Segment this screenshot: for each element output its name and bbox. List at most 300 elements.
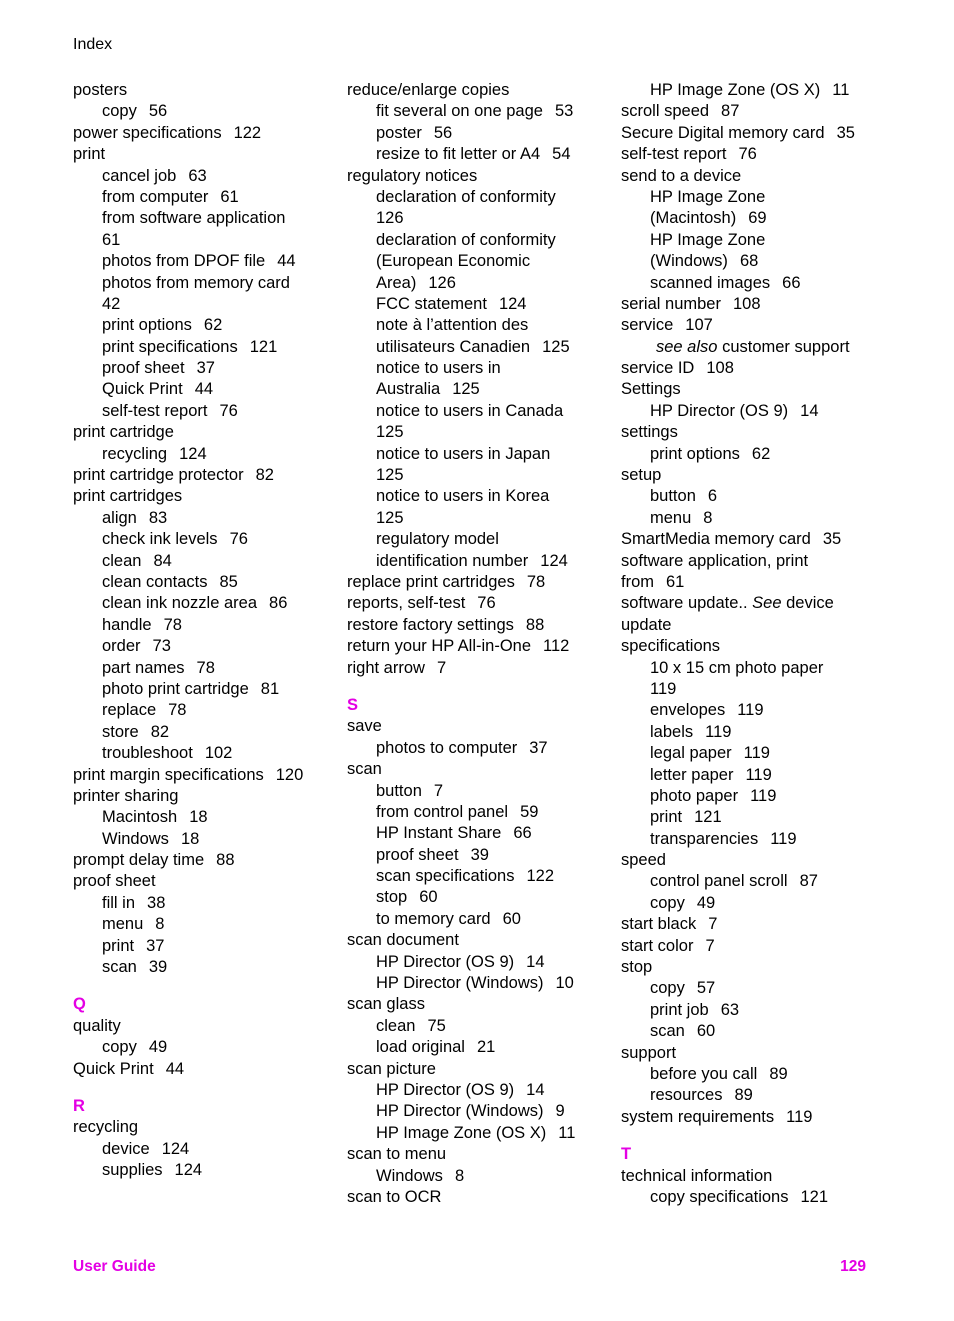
index-entry: [347, 636, 602, 657]
index-subentry: [621, 978, 881, 999]
index-subentry: [347, 952, 602, 973]
index-term: 61: [102, 230, 121, 249]
index-subentry: [621, 743, 881, 764]
index-subentry: [621, 187, 881, 208]
page-reference: 7: [436, 658, 447, 677]
index-term: photos from DPOF file: [102, 252, 266, 271]
index-entry: [347, 658, 602, 679]
index-term: copy: [102, 1038, 137, 1057]
index-term: SmartMedia memory card: [621, 530, 811, 549]
index-subentry: [621, 1021, 881, 1042]
index-subentry: [347, 358, 602, 379]
index-subentry: [73, 1037, 328, 1058]
index-subentry: [347, 1080, 602, 1101]
index-term: notice to users in: [376, 359, 501, 378]
index-entry: [73, 871, 328, 892]
see-label: See: [752, 594, 782, 613]
index-subentry: [347, 337, 602, 358]
index-entry: [73, 422, 328, 443]
page-reference: 66: [513, 824, 532, 843]
index-entry: [73, 80, 328, 101]
index-term: envelopes: [650, 701, 726, 720]
index-subentry: [347, 845, 602, 866]
index-entry: [621, 593, 881, 614]
index-subentry: [621, 807, 881, 828]
index-term: update: [621, 615, 672, 634]
page-reference: 18: [189, 808, 208, 827]
index-term: (European Economic: [376, 252, 531, 271]
index-term: start color: [621, 936, 694, 955]
index-subentry: [347, 444, 602, 465]
index-term: print options: [102, 316, 192, 335]
index-subentry: [347, 887, 602, 908]
index-term: self-test report: [102, 401, 208, 420]
index-entry: [621, 123, 881, 144]
index-subentry: [347, 823, 602, 844]
index-term: letter paper: [650, 765, 734, 784]
index-subentry: [347, 802, 602, 823]
page-reference: 119: [750, 786, 777, 805]
index-term: align: [102, 508, 137, 527]
index-term: copy: [650, 979, 685, 998]
page-reference: 62: [751, 444, 771, 463]
index-term: prompt delay time: [73, 851, 205, 870]
page-reference: 126: [428, 273, 456, 292]
page-reference: 66: [782, 273, 801, 292]
index-entry: [621, 1107, 881, 1128]
index-term: settings: [621, 423, 678, 442]
index-subentry: [73, 230, 328, 251]
index-subentry: [73, 936, 328, 957]
index-entry: [347, 759, 602, 780]
index-subentry: [347, 1166, 602, 1187]
index-term: restore factory settings: [347, 615, 514, 634]
index-term: to memory card: [376, 909, 491, 928]
page-reference: 124: [174, 1161, 203, 1180]
page-reference: 39: [470, 845, 489, 864]
index-entry: [73, 765, 328, 786]
index-term: service: [621, 316, 674, 335]
index-subentry: [621, 893, 881, 914]
page-reference: 53: [554, 102, 574, 121]
index-subentry: [347, 315, 602, 336]
index-entry: [73, 123, 328, 144]
index-term: Windows: [102, 829, 169, 848]
index-subentry: [621, 871, 881, 892]
index-subentry: [73, 208, 328, 229]
index-subentry: [347, 144, 602, 165]
page-reference: 49: [148, 1038, 168, 1057]
index-term: order: [102, 637, 141, 656]
index-term: clean contacts: [102, 572, 208, 591]
page-reference: 107: [685, 316, 713, 335]
index-term: HP Image Zone: [650, 230, 766, 249]
see-target: device: [781, 594, 834, 613]
index-term: start black: [621, 915, 697, 934]
index-entry: [347, 572, 602, 593]
page-reference: 87: [799, 872, 818, 891]
index-subentry: [73, 1139, 328, 1160]
index-term: copy: [102, 102, 137, 121]
index-subentry: [621, 273, 881, 294]
index-term: serial number: [621, 294, 721, 313]
index-subentry: [73, 187, 328, 208]
index-term: fill in: [102, 893, 136, 912]
page-reference: 7: [433, 781, 444, 800]
index-subentry: [621, 444, 881, 465]
page-reference: 8: [703, 508, 713, 527]
index-subentry: [621, 1000, 881, 1021]
index-subentry: [621, 208, 881, 229]
index-term: customer support: [722, 337, 850, 356]
page-reference: 75: [427, 1016, 446, 1035]
section-letter: T: [621, 1145, 632, 1164]
index-subentry: [73, 166, 328, 187]
page-reference: 121: [249, 337, 278, 356]
page-reference: 59: [520, 802, 539, 821]
page-reference: 121: [694, 808, 722, 827]
index-entry: [621, 294, 881, 315]
page-reference: 44: [165, 1059, 185, 1078]
index-subentry: [73, 700, 328, 721]
index-term: photos from memory card: [102, 273, 290, 292]
section-spacer: [73, 1080, 328, 1096]
page-reference: 88: [525, 615, 545, 634]
index-entry: [621, 551, 881, 572]
index-term: scan document: [347, 931, 459, 950]
index-term: poster: [376, 123, 422, 142]
index-subentry: [347, 551, 602, 572]
index-term: button: [650, 487, 696, 506]
index-term: print cartridges: [73, 487, 183, 506]
page-reference: 62: [203, 316, 223, 335]
index-subentry: [73, 294, 328, 315]
page-reference: 18: [180, 829, 200, 848]
page-reference: 7: [705, 936, 715, 955]
page-reference: 88: [216, 851, 235, 870]
index-term: speed: [621, 851, 666, 870]
page-reference: 60: [696, 1022, 716, 1041]
index-term: store: [102, 722, 139, 741]
index-subentry: [347, 401, 602, 422]
index-term: print: [102, 936, 135, 955]
index-subentry: [621, 1085, 881, 1106]
footer-guide-title: User Guide: [73, 1258, 156, 1275]
page-reference: 61: [666, 572, 685, 591]
index-entry: [621, 957, 881, 978]
section-letter: S: [347, 695, 359, 714]
index-term: HP Director (Windows): [376, 974, 544, 993]
index-subentry: [347, 781, 602, 802]
section-letter: Q: [73, 995, 86, 1014]
page-reference: 76: [477, 594, 496, 613]
index-subentry: [347, 486, 602, 507]
index-term: identification number: [376, 551, 529, 570]
page-reference: 125: [452, 380, 480, 399]
index-term: copy specifications: [650, 1187, 789, 1206]
index-term: send to a device: [621, 166, 742, 185]
index-term: self-test report: [621, 145, 727, 164]
index-entry: [621, 636, 881, 657]
index-term: Settings: [621, 380, 681, 399]
index-subentry: [621, 679, 881, 700]
index-term: right arrow: [347, 658, 425, 677]
page-reference: 6: [707, 487, 718, 506]
page-reference: 60: [502, 909, 521, 928]
index-subentry: [73, 636, 328, 657]
index-term: stop: [621, 958, 653, 977]
index-term: regulatory notices: [347, 166, 478, 185]
page-reference: 124: [540, 551, 568, 570]
page-reference: 102: [204, 744, 233, 763]
index-subentry: [73, 401, 328, 422]
page-reference: 63: [188, 166, 207, 185]
index-term: menu: [650, 508, 692, 527]
index-term: scan glass: [347, 995, 425, 1014]
index-term: clean: [376, 1016, 416, 1035]
index-term: device: [102, 1139, 150, 1158]
index-entry: [73, 144, 328, 165]
index-term: from control panel: [376, 802, 509, 821]
index-term: from software application: [102, 209, 286, 228]
index-subentry: [347, 738, 602, 759]
index-subentry: [73, 679, 328, 700]
index-subentry: [73, 722, 328, 743]
page-reference: 84: [153, 551, 172, 570]
page-reference: 89: [769, 1064, 788, 1083]
page-reference: 54: [552, 145, 571, 164]
index-subentry: [621, 658, 881, 679]
index-term: scanned images: [650, 273, 771, 292]
index-term: notice to users in Canada: [376, 401, 564, 420]
index-entry: [347, 994, 602, 1015]
index-term: specifications: [621, 637, 721, 656]
index-term: setup: [621, 466, 662, 485]
index-term: photos to computer: [376, 738, 518, 757]
index-term: notice to users in Korea: [376, 487, 550, 506]
index-term: reduce/enlarge copies: [347, 81, 510, 99]
page-reference: 11: [832, 81, 850, 99]
index-subentry: [621, 230, 881, 251]
index-term: scroll speed: [621, 102, 710, 121]
page-reference: 44: [277, 252, 296, 271]
page-reference: 7: [708, 915, 718, 934]
index-term: 125: [376, 508, 404, 527]
index-term: replace print cartridges: [347, 572, 515, 591]
index-term: HP Instant Share: [376, 824, 502, 843]
index-subentry: [73, 807, 328, 828]
page-reference: 44: [194, 380, 214, 399]
index-term: HP Image Zone: [650, 187, 766, 206]
index-term: print: [650, 808, 683, 827]
index-term: legal paper: [650, 744, 732, 763]
index-term: control panel scroll: [650, 872, 788, 891]
index-subentry: [73, 615, 328, 636]
section-spacer: [73, 978, 328, 994]
index-term: (Macintosh): [650, 209, 737, 228]
index-subentry: [621, 508, 881, 529]
page-reference: 68: [739, 252, 759, 271]
index-term: posters: [73, 81, 128, 99]
index-entry: [621, 358, 881, 379]
page-reference: 82: [255, 466, 274, 485]
index-term: recycling: [102, 444, 168, 463]
index-term: save: [347, 717, 382, 736]
index-entry: [621, 166, 881, 187]
index-entry: [347, 1144, 602, 1165]
index-subentry: [347, 1037, 602, 1058]
index-subentry: [73, 572, 328, 593]
page-reference: 119: [786, 1107, 813, 1126]
page-reference: 122: [233, 123, 262, 142]
index-term: menu: [102, 915, 144, 934]
index-subentry: [621, 251, 881, 272]
page-reference: 119: [770, 829, 797, 848]
index-subentry: [347, 973, 602, 994]
index-term: service ID: [621, 359, 695, 378]
index-entry: [347, 716, 602, 737]
page-reference: 112: [543, 637, 570, 656]
index-term: scan: [650, 1022, 685, 1041]
index-subentry: [347, 251, 602, 272]
index-term: load original: [376, 1038, 465, 1057]
index-term: Secure Digital memory card: [621, 123, 825, 142]
index-term: Quick Print: [102, 380, 183, 399]
index-entry: [621, 615, 881, 636]
index-subentry: [73, 893, 328, 914]
page-reference: 56: [433, 123, 453, 142]
index-term: (Windows): [650, 252, 728, 271]
index-subentry: [621, 700, 881, 721]
index-term: handle: [102, 615, 152, 634]
index-term: return your HP All-in-One: [347, 637, 532, 656]
page-reference: 78: [168, 701, 187, 720]
index-subentry: [347, 101, 602, 122]
index-subentry: [73, 658, 328, 679]
index-entry: [347, 593, 602, 614]
page-reference: 125: [542, 337, 570, 356]
index-term: software application, print: [621, 551, 809, 570]
index-term: reports, self-test: [347, 594, 466, 613]
index-subentry: [621, 1064, 881, 1085]
index-term: HP Director (OS 9): [650, 401, 789, 420]
index-column-3: [621, 80, 881, 1208]
page-reference: 9: [555, 1102, 565, 1121]
index-subentry: [347, 465, 602, 486]
page-reference: 39: [148, 958, 168, 977]
index-term: replace: [102, 701, 157, 720]
index-subentry: [621, 786, 881, 807]
index-term: proof sheet: [376, 845, 459, 864]
page-reference: 11: [558, 1123, 576, 1142]
index-term: notice to users in Japan: [376, 444, 551, 463]
index-term: Windows: [376, 1166, 443, 1185]
index-term: Macintosh: [102, 808, 178, 827]
index-subentry: [347, 273, 602, 294]
index-entry: [621, 572, 881, 593]
index-term: print job: [650, 1000, 709, 1019]
index-term: scan picture: [347, 1059, 436, 1078]
page-reference: 73: [152, 637, 171, 656]
index-term: scan specifications: [376, 867, 515, 886]
index-term: utilisateurs Canadien: [376, 337, 531, 356]
page-reference: 60: [419, 888, 438, 907]
index-term: note à l’attention des: [376, 316, 529, 335]
index-term: print: [73, 145, 106, 164]
index-entry: [347, 166, 602, 187]
index-term: regulatory model: [376, 530, 499, 549]
page-reference: 81: [260, 679, 280, 698]
page-reference: 121: [800, 1187, 829, 1206]
index-subentry: [621, 722, 881, 743]
page-reference: 78: [196, 658, 215, 677]
page-reference: 108: [706, 359, 734, 378]
page-reference: 122: [526, 867, 555, 886]
index-entry: [621, 422, 881, 443]
index-term: system requirements: [621, 1107, 775, 1126]
index-term: HP Director (OS 9): [376, 1080, 515, 1099]
index-term: resize to fit letter or A4: [376, 145, 541, 164]
page-reference: 76: [219, 401, 238, 420]
index-subentry: [347, 422, 602, 443]
index-subentry: [73, 358, 328, 379]
index-entry: [347, 80, 602, 101]
index-term: Area): [376, 273, 417, 292]
page-reference: 85: [219, 572, 238, 591]
index-subentry: [73, 444, 328, 465]
index-subentry: [347, 1123, 602, 1144]
index-entry: [347, 1187, 602, 1208]
index-entry: [621, 144, 881, 165]
index-term: transparencies: [650, 829, 759, 848]
index-subentry: [73, 101, 328, 122]
index-subentry: [347, 909, 602, 930]
page-reference: 14: [526, 1080, 545, 1099]
index-term: supplies: [102, 1161, 163, 1180]
index-subentry: [347, 230, 602, 251]
index-entry: [73, 1059, 328, 1080]
page-reference: 76: [738, 145, 757, 164]
index-term: copy: [650, 893, 685, 912]
index-entry: [621, 1166, 881, 1187]
index-term: print options: [650, 444, 740, 463]
index-term: 42: [102, 294, 121, 313]
index-term: fit several on one page: [376, 102, 543, 121]
index-subentry: [347, 508, 602, 529]
index-subentry: [347, 187, 602, 208]
index-entry: [347, 930, 602, 951]
index-subentry: [621, 829, 881, 850]
page-reference: 14: [526, 952, 545, 971]
index-term: HP Image Zone (OS X): [650, 81, 821, 99]
index-term: HP Director (Windows): [376, 1102, 544, 1121]
index-entry: [73, 786, 328, 807]
index-term: Australia: [376, 380, 441, 399]
index-term: HP Image Zone (OS X): [376, 1123, 547, 1142]
index-subentry: [347, 866, 602, 887]
page-reference: 119: [705, 722, 732, 741]
page-reference: 21: [476, 1038, 496, 1057]
index-term: printer sharing: [73, 786, 179, 805]
page-header: Index: [73, 36, 113, 53]
section-spacer: [621, 1128, 881, 1144]
index-term: FCC statement: [376, 294, 487, 313]
index-term: scan to OCR: [347, 1187, 442, 1206]
footer-page-number: 129: [840, 1258, 866, 1275]
index-term: stop: [376, 888, 408, 907]
index-term: proof sheet: [73, 872, 156, 891]
index-entry: [73, 465, 328, 486]
